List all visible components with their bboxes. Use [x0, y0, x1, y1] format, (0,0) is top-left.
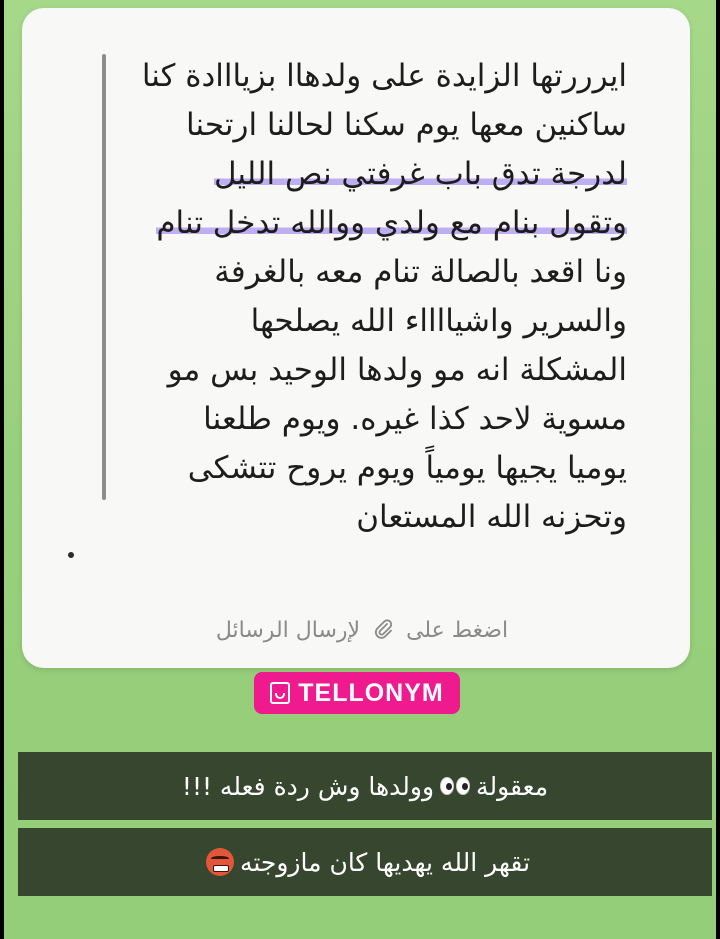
comment-text-before: معقولة [476, 771, 549, 801]
eyes-emoji-icon [440, 777, 470, 795]
quote-line-text: وتقول بنام مع ولدي ووالله تدخل تنام [156, 205, 627, 241]
send-hint-after: لإرسال الرسائل [215, 618, 361, 643]
quote-line-text: ونا اقعد بالصالة تنام معه بالغرفة [214, 254, 627, 290]
quote-bar [102, 54, 106, 500]
quote-line [122, 395, 627, 444]
quote-line [122, 493, 627, 542]
quote-line-text: ساكنين معها يوم سكنا لحالنا ارتحنا [186, 107, 627, 143]
paperclip-icon [373, 618, 393, 643]
send-hint[interactable] [172, 618, 552, 643]
quote-line-text: لدرجة تدق باب غرفتي نص الليل [213, 156, 627, 192]
quote-line-text: المشكلة انه مو ولدها الوحيد بس مو [167, 352, 627, 388]
tellonym-badge[interactable] [254, 672, 460, 714]
quote-line-highlighted [122, 150, 627, 199]
story-screen [4, 0, 716, 939]
quote-text [122, 52, 627, 542]
quote-line-text: والسرير واشيااااء الله يصلحها [250, 303, 627, 339]
quote-line [122, 297, 627, 346]
message-card [22, 8, 690, 668]
quote-line [122, 52, 627, 101]
comment-bar [18, 752, 712, 820]
quote-line [122, 248, 627, 297]
quote-line-text: ايرررتها الزايدة على ولدهاا بزيااادة كنا [141, 58, 627, 94]
angry-face-emoji-icon [206, 848, 234, 876]
comment-text-before: تقهر الله يهديها كان مازوجته [239, 847, 531, 877]
quote-line [122, 101, 627, 150]
comment-bar [18, 828, 712, 896]
quote-line [122, 346, 627, 395]
dot-mark [68, 552, 74, 558]
quote-line-text: مسوية لاحد كذا غيره. ويوم طلعنا [203, 401, 627, 437]
comment-text-after: وولدها وش ردة فعله !!! [181, 771, 435, 801]
quote-line-highlighted [122, 199, 627, 248]
quote-line-text: وتحزنه الله المستعان [356, 499, 627, 535]
quote-line-text: يوميا يجيها يومياً ويوم يروح تتشكى [187, 450, 627, 486]
tellonym-label: TELLONYM [298, 678, 444, 707]
quote-line [122, 444, 627, 493]
send-hint-before: اضغط على [406, 618, 509, 643]
tellonym-logo-icon [270, 682, 290, 704]
